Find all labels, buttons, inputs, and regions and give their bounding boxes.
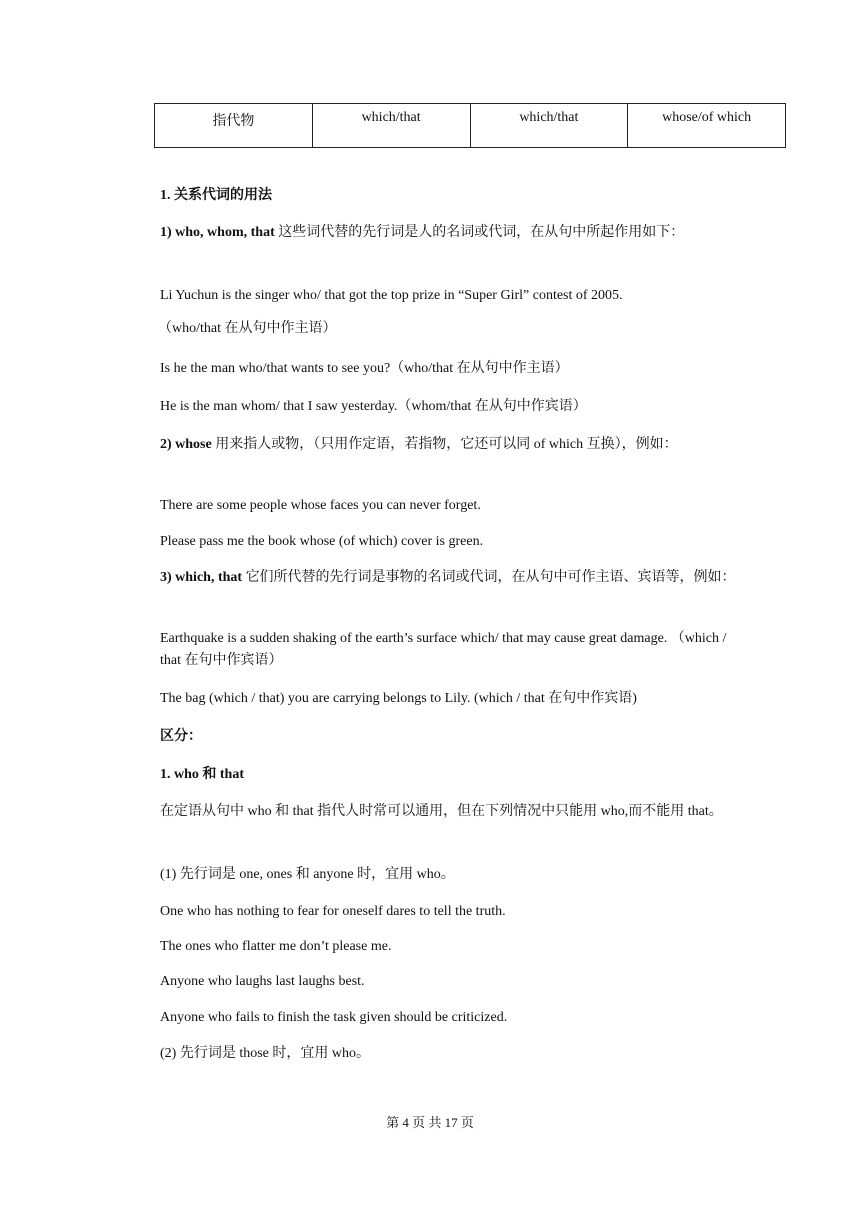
table-cell: whose/of which bbox=[628, 104, 786, 148]
paragraph: 在定语从句中 who 和 that 指代人时常可以通用，但在下列情况中只能用 who,而不能用 that。 bbox=[160, 804, 723, 819]
example: He is the man whom/ that I saw yesterday.（whom/that 在从句中作宾语） bbox=[160, 399, 587, 414]
paragraph-bold: 2) whose bbox=[160, 437, 212, 452]
relative-pronoun-table bbox=[154, 103, 786, 148]
table-row bbox=[155, 104, 786, 148]
example: Is he the man who/that wants to see you?（who/that 在从句中作主语） bbox=[160, 361, 569, 376]
paragraph-text: 它们所代替的先行词是事物的名词或代词，在从句中可作主语、宾语等，例如： bbox=[242, 570, 736, 585]
example: Anyone who fails to finish the task given should be criticized. bbox=[160, 1010, 508, 1025]
paragraph-bold: 1) who, whom, that bbox=[160, 225, 275, 240]
paragraph bbox=[160, 567, 740, 589]
example: There are some people whose faces you can never forget. bbox=[160, 498, 481, 513]
paragraph-text: 这些词代替的先行词是人的名词或代词，在从句中所起作用如下： bbox=[274, 225, 685, 240]
example: One who has nothing to fear for oneself dares to tell the truth. bbox=[160, 904, 506, 919]
table-cell: which/that bbox=[470, 104, 628, 148]
section-heading: 1. 关系代词的用法 bbox=[160, 188, 272, 203]
example: Earthquake is a sudden shaking of the earth’s surface which/ that may cause great damage. （which / that 在句中作宾语） bbox=[160, 631, 727, 668]
example: Li Yuchun is the singer who/ that got the top prize in “Super Girl” contest of 2005. bbox=[160, 288, 623, 303]
table-cell: 指代物 bbox=[155, 104, 313, 148]
page-footer: 第 4 页 共 17 页 bbox=[386, 1115, 474, 1130]
paragraph bbox=[160, 434, 740, 456]
example: Anyone who laughs last laughs best. bbox=[160, 974, 365, 989]
rule: (1) 先行词是 one, ones 和 anyone 时，宜用 who。 bbox=[160, 867, 455, 882]
paragraph-text: 用来指人或物，（只用作定语，若指物，它还可以同 of which 互换），例如： bbox=[211, 437, 678, 452]
rule: (2) 先行词是 those 时，宜用 who。 bbox=[160, 1046, 370, 1061]
example-note: （who/that 在从句中作主语） bbox=[158, 321, 337, 336]
section-heading: 1. who 和 that bbox=[160, 767, 245, 782]
paragraph-bold: 3) which, that bbox=[160, 570, 243, 585]
example: The ones who flatter me don’t please me. bbox=[160, 939, 392, 954]
example: Please pass me the book whose (of which) cover is green. bbox=[160, 534, 484, 549]
paragraph bbox=[160, 222, 740, 244]
section-heading: 区分： bbox=[160, 729, 202, 744]
example: The bag (which / that) you are carrying belongs to Lily. (which / that 在句中作宾语) bbox=[160, 691, 637, 706]
table-cell: which/that bbox=[312, 104, 470, 148]
